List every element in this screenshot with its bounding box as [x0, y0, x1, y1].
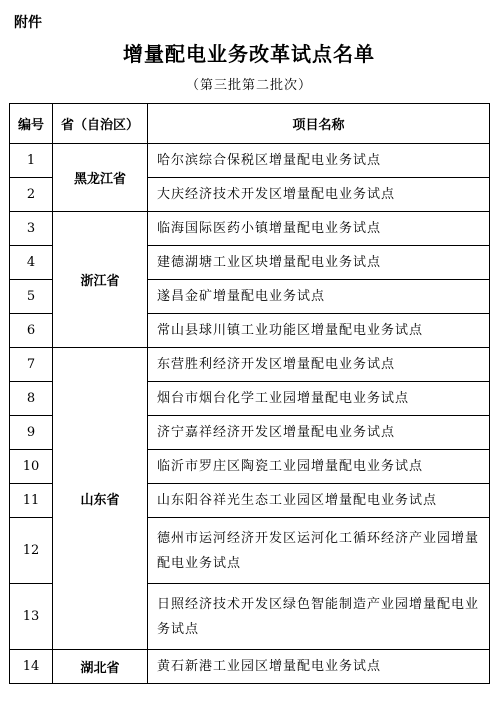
project-name: 常山县球川镇工业功能区增量配电业务试点: [148, 314, 490, 348]
project-name: 遂昌金矿增量配电业务试点: [148, 280, 490, 314]
row-number: 1: [10, 144, 53, 178]
table-row: [10, 144, 490, 178]
column-header-province: 省（自治区）: [53, 104, 148, 144]
project-name: 黄石新港工业园区增量配电业务试点: [148, 650, 490, 684]
project-name: 烟台市烟台化学工业园增量配电业务试点: [148, 382, 490, 416]
row-number: 2: [10, 178, 53, 212]
table-row: [10, 212, 490, 246]
row-number: 11: [10, 484, 53, 518]
project-name: 哈尔滨综合保税区增量配电业务试点: [148, 144, 490, 178]
row-number: 14: [10, 650, 53, 684]
table-header-row: [10, 104, 490, 144]
page-title: 增量配电业务改革试点名单: [123, 42, 375, 66]
page-subtitle: （第三批第二批次）: [185, 78, 312, 93]
row-number: 8: [10, 382, 53, 416]
province-cell: 湖北省: [53, 650, 148, 684]
row-number: 4: [10, 246, 53, 280]
pilot-list-table: [9, 103, 490, 684]
row-number: 3: [10, 212, 53, 246]
row-number: 9: [10, 416, 53, 450]
table-row: [10, 650, 490, 684]
province-cell: 黑龙江省: [53, 144, 148, 212]
project-name: 济宁嘉祥经济开发区增量配电业务试点: [148, 416, 490, 450]
column-header-project-name: 项目名称: [148, 104, 490, 144]
project-name: 德州市运河经济开发区运河化工循环经济产业园增量配电业务试点: [148, 518, 490, 584]
project-name: 大庆经济技术开发区增量配电业务试点: [148, 178, 490, 212]
project-name: 东营胜利经济开发区增量配电业务试点: [148, 348, 490, 382]
province-cell: 山东省: [53, 348, 148, 650]
province-cell: 浙江省: [53, 212, 148, 348]
row-number: 7: [10, 348, 53, 382]
row-number: 12: [10, 518, 53, 584]
table-row: [10, 348, 490, 382]
row-number: 10: [10, 450, 53, 484]
row-number: 5: [10, 280, 53, 314]
project-name: 建德湖塘工业区块增量配电业务试点: [148, 246, 490, 280]
project-name: 山东阳谷祥光生态工业园区增量配电业务试点: [148, 484, 490, 518]
project-name: 临沂市罗庄区陶瓷工业园增量配电业务试点: [148, 450, 490, 484]
row-number: 13: [10, 584, 53, 650]
column-header-number: 编号: [10, 104, 53, 144]
row-number: 6: [10, 314, 53, 348]
project-name: 日照经济技术开发区绿色智能制造产业园增量配电业务试点: [148, 584, 490, 650]
attachment-label: 附件: [14, 15, 42, 31]
project-name: 临海国际医药小镇增量配电业务试点: [148, 212, 490, 246]
